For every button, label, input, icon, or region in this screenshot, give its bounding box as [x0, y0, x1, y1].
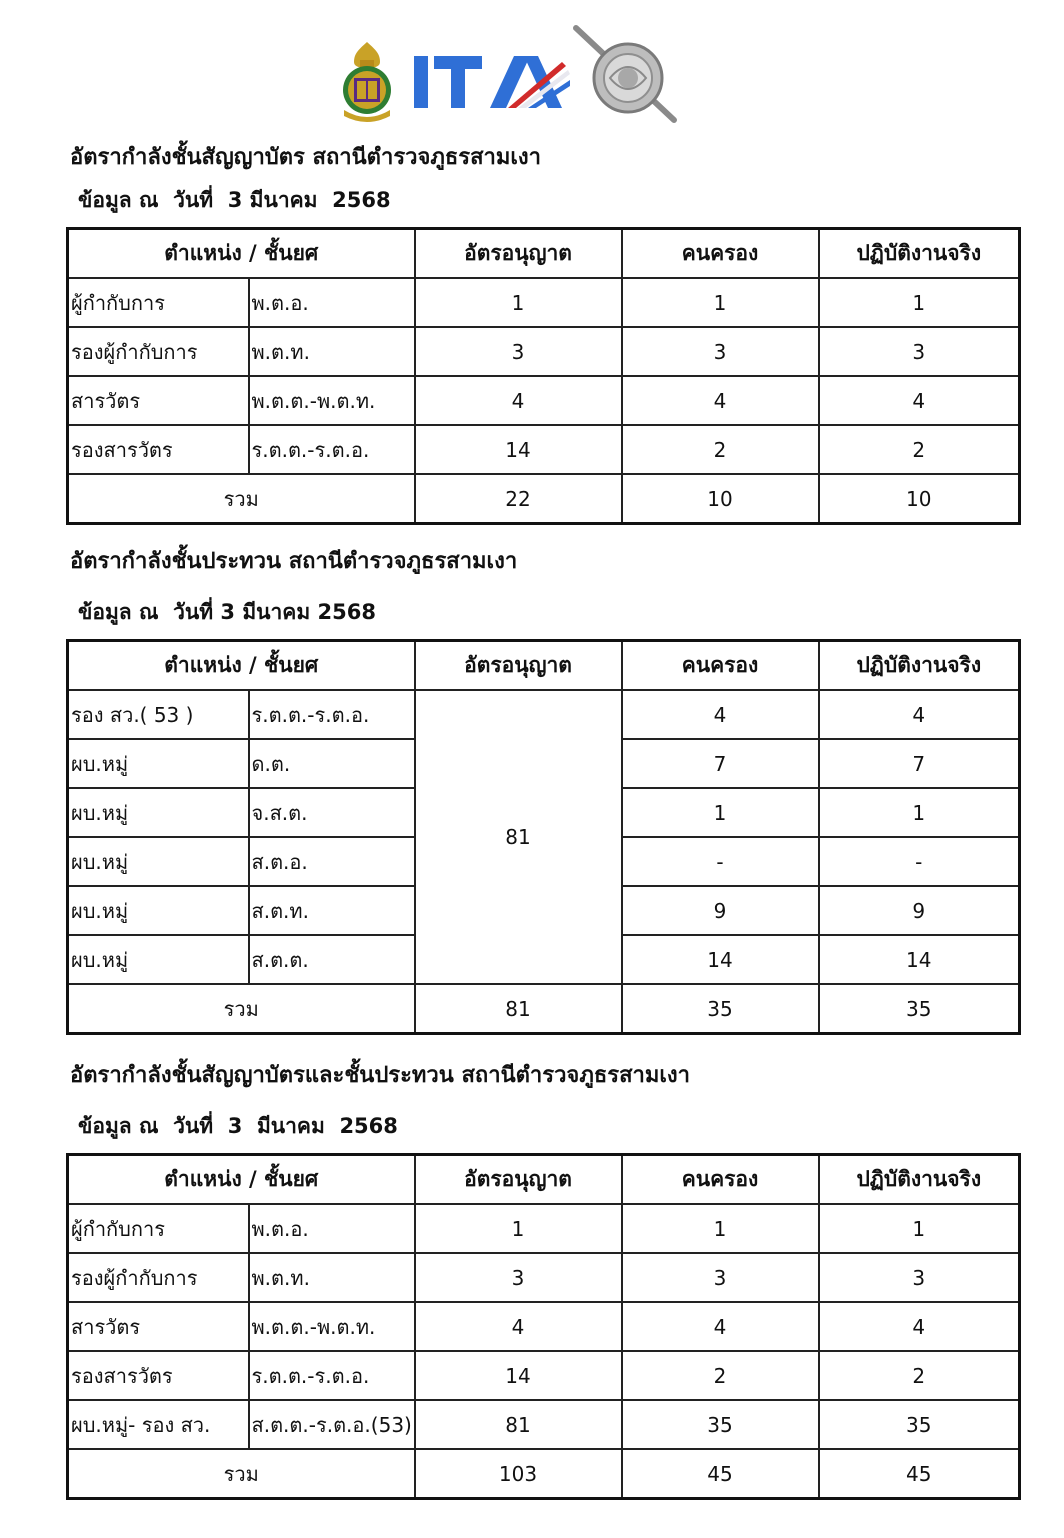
header-actual: ปฏิบัติงานจริง: [819, 1155, 1020, 1205]
police-emblem-icon: [336, 40, 398, 122]
cell-total-actual: 45: [819, 1449, 1020, 1499]
header-occupied: คนครอง: [622, 641, 819, 691]
cell-position: ผบ.หมู่- รอง สว.: [68, 1400, 249, 1449]
header-authorized: อัตรอนุญาต: [415, 229, 622, 279]
cell-rank: พ.ต.ต.-พ.ต.ท.: [249, 1302, 415, 1351]
cell-occupied: 2: [622, 425, 819, 474]
cell-rank: ส.ต.ต.: [249, 935, 415, 984]
table-row: [68, 1400, 1020, 1449]
table-row: [68, 425, 1020, 474]
table-header-row: [68, 229, 1020, 279]
cell-position: สารวัตร: [68, 376, 249, 425]
table-total-row: [68, 474, 1020, 524]
cell-authorized: 3: [415, 327, 622, 376]
table-row: [68, 278, 1020, 327]
header-occupied: คนครอง: [622, 1155, 819, 1205]
cell-actual: 3: [819, 327, 1020, 376]
cell-actual: 4: [819, 376, 1020, 425]
cell-actual: 2: [819, 1351, 1020, 1400]
cell-total-occupied: 45: [622, 1449, 819, 1499]
table-row: [68, 1204, 1020, 1253]
cell-total-occupied: 35: [622, 984, 819, 1034]
table-row: [68, 376, 1020, 425]
cell-total-label: รวม: [68, 1449, 415, 1499]
table-row: [68, 1351, 1020, 1400]
table-combined: [66, 1153, 1021, 1500]
cell-rank: ร.ต.ต.-ร.ต.อ.: [249, 690, 415, 739]
cell-occupied: 7: [622, 739, 819, 788]
cell-authorized: 1: [415, 1204, 622, 1253]
cell-rank: พ.ต.ท.: [249, 327, 415, 376]
police-badge-icon: [570, 22, 682, 126]
cell-position: สารวัตร: [68, 1302, 249, 1351]
cell-position: ผบ.หมู่: [68, 788, 249, 837]
section-3-title: อัตรากำลังชั้นสัญญาบัตรและชั้นประทวน สถานีตำรวจภูธรสามเงา: [70, 1063, 690, 1088]
header-logos: [330, 18, 690, 128]
cell-rank: ส.ต.ท.: [249, 886, 415, 935]
cell-authorized: 14: [415, 425, 622, 474]
section-1-date: ข้อมูล ณ วันที่ 3 มีนาคม 2568: [78, 188, 391, 212]
cell-rank: ส.ต.อ.: [249, 837, 415, 886]
cell-actual: 35: [819, 1400, 1020, 1449]
cell-total-label: รวม: [68, 474, 415, 524]
cell-position: รอง สว.( 53 ): [68, 690, 249, 739]
table-row: [68, 327, 1020, 376]
table-header-row: [68, 641, 1020, 691]
cell-actual: 4: [819, 690, 1020, 739]
cell-occupied: 2: [622, 1351, 819, 1400]
cell-actual: 4: [819, 1302, 1020, 1351]
header-authorized: อัตรอนุญาต: [415, 641, 622, 691]
section-2-date: ข้อมูล ณ วันที่ 3 มีนาคม 2568: [78, 600, 376, 624]
cell-rank: ร.ต.ต.-ร.ต.อ.: [249, 425, 415, 474]
cell-rank: พ.ต.ต.-พ.ต.ท.: [249, 376, 415, 425]
cell-total-label: รวม: [68, 984, 415, 1034]
cell-authorized: 3: [415, 1253, 622, 1302]
cell-rank: พ.ต.อ.: [249, 1204, 415, 1253]
cell-occupied: 14: [622, 935, 819, 984]
cell-authorized: 1: [415, 278, 622, 327]
cell-occupied: 9: [622, 886, 819, 935]
cell-rank: พ.ต.อ.: [249, 278, 415, 327]
cell-position: ผบ.หมู่: [68, 886, 249, 935]
cell-actual: 3: [819, 1253, 1020, 1302]
header-position-rank: ตำแหน่ง / ชั้นยศ: [68, 229, 415, 279]
cell-position: ผู้กำกับการ: [68, 1204, 249, 1253]
header-occupied: คนครอง: [622, 229, 819, 279]
cell-total-authorized: 22: [415, 474, 622, 524]
cell-occupied: 1: [622, 788, 819, 837]
cell-position: ผบ.หมู่: [68, 935, 249, 984]
cell-rank: พ.ต.ท.: [249, 1253, 415, 1302]
cell-occupied: -: [622, 837, 819, 886]
table-total-row: [68, 1449, 1020, 1499]
ita-logo-icon: [412, 52, 572, 112]
cell-authorized-merged: 81: [415, 690, 622, 984]
cell-total-authorized: 81: [415, 984, 622, 1034]
table-header-row: [68, 1155, 1020, 1205]
table-commissioned: [66, 227, 1021, 525]
cell-total-actual: 10: [819, 474, 1020, 524]
cell-actual: 2: [819, 425, 1020, 474]
cell-position: ผบ.หมู่: [68, 739, 249, 788]
cell-occupied: 1: [622, 278, 819, 327]
cell-total-actual: 35: [819, 984, 1020, 1034]
header-actual: ปฏิบัติงานจริง: [819, 229, 1020, 279]
cell-occupied: 4: [622, 1302, 819, 1351]
cell-occupied: 3: [622, 327, 819, 376]
cell-actual: 1: [819, 788, 1020, 837]
cell-actual: 9: [819, 886, 1020, 935]
cell-actual: -: [819, 837, 1020, 886]
header-position-rank: ตำแหน่ง / ชั้นยศ: [68, 641, 415, 691]
cell-rank: จ.ส.ต.: [249, 788, 415, 837]
section-1-title: อัตรากำลังชั้นสัญญาบัตร สถานีตำรวจภูธรสามเงา: [70, 145, 542, 170]
table-row: [68, 1302, 1020, 1351]
cell-authorized: 4: [415, 1302, 622, 1351]
cell-position: รองสารวัตร: [68, 1351, 249, 1400]
cell-actual: 1: [819, 278, 1020, 327]
section-3-date: ข้อมูล ณ วันที่ 3 มีนาคม 2568: [78, 1114, 398, 1138]
table-row: [68, 1253, 1020, 1302]
cell-occupied: 3: [622, 1253, 819, 1302]
cell-authorized: 81: [415, 1400, 622, 1449]
header-actual: ปฏิบัติงานจริง: [819, 641, 1020, 691]
cell-rank: ร.ต.ต.-ร.ต.อ.: [249, 1351, 415, 1400]
cell-occupied: 4: [622, 690, 819, 739]
cell-rank: ส.ต.ต.-ร.ต.อ.(53): [249, 1400, 415, 1449]
table-noncommissioned: [66, 639, 1021, 1035]
cell-occupied: 35: [622, 1400, 819, 1449]
header-authorized: อัตรอนุญาต: [415, 1155, 622, 1205]
section-2-title: อัตรากำลังชั้นประทวน สถานีตำรวจภูธรสามเงา: [70, 549, 518, 574]
cell-actual: 1: [819, 1204, 1020, 1253]
cell-actual: 14: [819, 935, 1020, 984]
table-row: [68, 690, 1020, 739]
cell-actual: 7: [819, 739, 1020, 788]
cell-rank: ด.ต.: [249, 739, 415, 788]
cell-occupied: 1: [622, 1204, 819, 1253]
cell-authorized: 14: [415, 1351, 622, 1400]
cell-position: รองผู้กำกับการ: [68, 1253, 249, 1302]
cell-occupied: 4: [622, 376, 819, 425]
cell-position: ผู้กำกับการ: [68, 278, 249, 327]
table-total-row: [68, 984, 1020, 1034]
cell-position: รองผู้กำกับการ: [68, 327, 249, 376]
cell-position: รองสารวัตร: [68, 425, 249, 474]
header-position-rank: ตำแหน่ง / ชั้นยศ: [68, 1155, 415, 1205]
cell-authorized: 4: [415, 376, 622, 425]
cell-total-authorized: 103: [415, 1449, 622, 1499]
cell-position: ผบ.หมู่: [68, 837, 249, 886]
cell-total-occupied: 10: [622, 474, 819, 524]
